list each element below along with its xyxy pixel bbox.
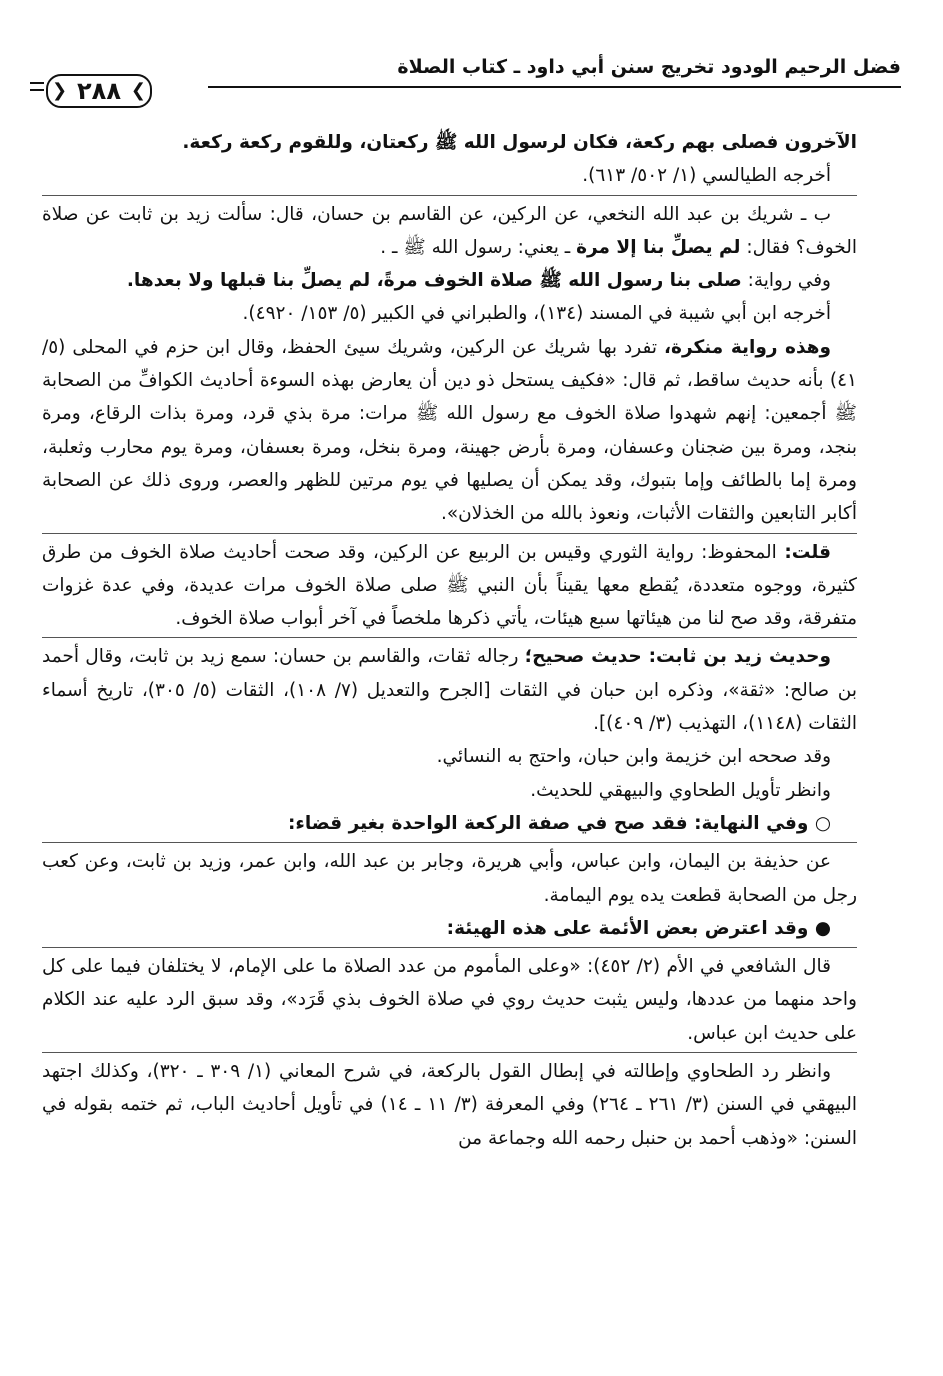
text: رجاله ثقات، والقاسم بن حسان: سمع زيد بن ثابت، وقال أحمد بن صالح: «ثقة»، وذكره ابن حبان في الثقات [الجرح والتعديل (٧/ ١٠٨)، الثقات (٥/ ٣٠٥)، تاريخ أسماء الثقات (١١٤٨)، التهذيب (٣/ ٤٠٩)]. <box>42 646 858 735</box>
paragraph-shafii: قال الشافعي في الأم (٢/ ٤٥٢): «وعلى المأموم من عدد الصلاة ما على الإمام، لا يختلفان فيما على كل واحد منهما من عددها، وليس يثبت حديث روي في صلاة الخوف بذي قَرَد»، وقد سبق الرد عليه عند الكلام على حديث ابن عباس. <box>42 956 857 1044</box>
text: وفي رواية: <box>741 270 831 292</box>
paragraph-other-narration <box>42 264 857 297</box>
text: ب ـ شريك بن عبد الله النخعي، عن الركين، عن القاسم بن حسان، قال: سألت زيد بن ثابت عن صلاة الخوف؟ فقال: <box>42 203 857 258</box>
separator <box>42 195 857 196</box>
page-number-badge <box>46 74 152 108</box>
quoted-matn: لم يصلِّ بنا إلا مرة <box>576 236 741 258</box>
paragraph-munkar-narration <box>42 331 857 531</box>
text: تفرد بها شريك عن الركين، وشريك سيئ الحفظ، وقال ابن حزم في المحلى (٥/ ٤١) بأنه حديث ساقط، ثم قال: «فكيف يستحل ذو دين أن يعارض بهذه السوءة أحاديث الكوافِّ من الصحابة ﷺ أجمعين: إنهم شهدوا صلاة الخوف مع رسول الله ﷺ مرات: مرة بذي قرد، ومرة بذات الرقاع، ومرة بنجد، ومرة بين ضجنان وعسفان، ومرة بأرض جهينة، ومرة بنخل، ومرة بعسفان، ومرة يوم محارب وثعلبة، ومرة إما بالطائف وإما بتبوك، وقد يمكن أن يصليها في يوم مرتين للظهر والعصر، وروى ذلك عن الصحابة أكابر التابعين والثقات الأثبات، ونعوذ بالله من الخذلان». <box>42 336 857 525</box>
paragraph-takhrij-ibn-abi-shayba: أخرجه ابن أبي شيبة في المسند (١٣٤)، والطبراني في الكبير (٥/ ١٥٣/ ٤٩٢٠). <box>242 303 831 325</box>
quoted-matn: صلى بنا رسول الله ﷺ صلاة الخوف مرةً، لم يصلِّ بنا قبلها ولا بعدها. <box>126 270 742 292</box>
ruling-label: وحديث زيد بن ثابت: حديث صحيح؛ <box>524 646 831 668</box>
separator <box>42 947 857 948</box>
ornament-right-icon: ❯ <box>130 80 146 101</box>
paragraph-tahawi-bayhaqi: وانظر رد الطحاوي وإطالته في إبطال القول بالركعة، في شرح المعاني (١/ ٣٠٩ ـ ٣٢٠)، وكذلك اجتهد البيهقي في السنن (٣/ ٢٦١ ـ ٢٦٤) وفي المعرفة (٣/ ١١ ـ ١٤) في تأويل أحاديث الباب، ثم ختمه بقوله في السنن: «وذهب أحمد بن حنبل رحمه الله وجماعة من <box>42 1061 857 1149</box>
paragraph-hadith-ending: الآخرون فصلى بهم ركعة، فكان لرسول الله ﷺ ركعتان، وللقوم ركعة ركعة. <box>182 132 857 153</box>
heading-objection: ● وقد اعترض بعض الأئمة على هذه الهيئة: <box>446 917 831 939</box>
paragraph-takhrij-tayalisi: أخرجه الطيالسي (١/ ٥٠٢/ ٦١٣). <box>582 165 831 187</box>
heading-conclusion: ○ وفي النهاية: فقد صح في صفة الركعة الواحدة بغير قضاء: <box>288 812 831 834</box>
text: ـ يعني: رسول الله ﷺ ـ . <box>380 236 577 258</box>
paragraph-companions-list: عن حذيفة بن اليمان، وابن عباس، وأبي هريرة، وجابر بن عبد الله، وابن عمر، وزيد بن ثابت، وعن كعب رجل من الصحابة قطعت يده يوم اليمامة. <box>42 851 857 906</box>
page-number: ٢٨٨ <box>77 77 121 105</box>
paragraph-zayd-hadith <box>42 640 857 740</box>
separator <box>42 1052 857 1053</box>
running-title: فضل الرحيم الودود تخريج سنن أبي داود ـ كتاب الصلاة <box>397 56 901 78</box>
paragraph-sharik-route <box>42 198 857 265</box>
qultu-label: قلت: <box>784 541 831 563</box>
paragraph-see-also: وانظر تأويل الطحاوي والبيهقي للحديث. <box>530 779 831 801</box>
separator <box>42 637 857 638</box>
text: المحفوظ: رواية الثوري وقيس بن الربيع عن الركين، وقد صحت أحاديث صلاة الخوف من طرق كثيرة، ووجوه متعددة، يُقطع معها يقيناً بأن النبي ﷺ صلى صلاة الخوف مرات عديدة، وفي عدة غزوات متفرقة، وقد صح لنا من هيئاتها سبع هيئات، يأتي ذكرها ملخصاً في آخر أبواب صلاة الخوف. <box>42 541 857 630</box>
paragraph-authenticated: وقد صححه ابن خزيمة وابن حبان، واحتج به النسائي. <box>436 746 831 768</box>
ruling-label: وهذه رواية منكرة، <box>664 336 831 358</box>
paragraph-author-note <box>42 536 857 636</box>
ornament-left-icon: ❮ <box>52 80 68 101</box>
separator <box>42 842 857 843</box>
page-header <box>30 52 901 108</box>
page-body <box>42 126 857 1155</box>
header-rule <box>208 86 901 88</box>
separator <box>42 533 857 534</box>
decorative-rules <box>30 82 44 96</box>
